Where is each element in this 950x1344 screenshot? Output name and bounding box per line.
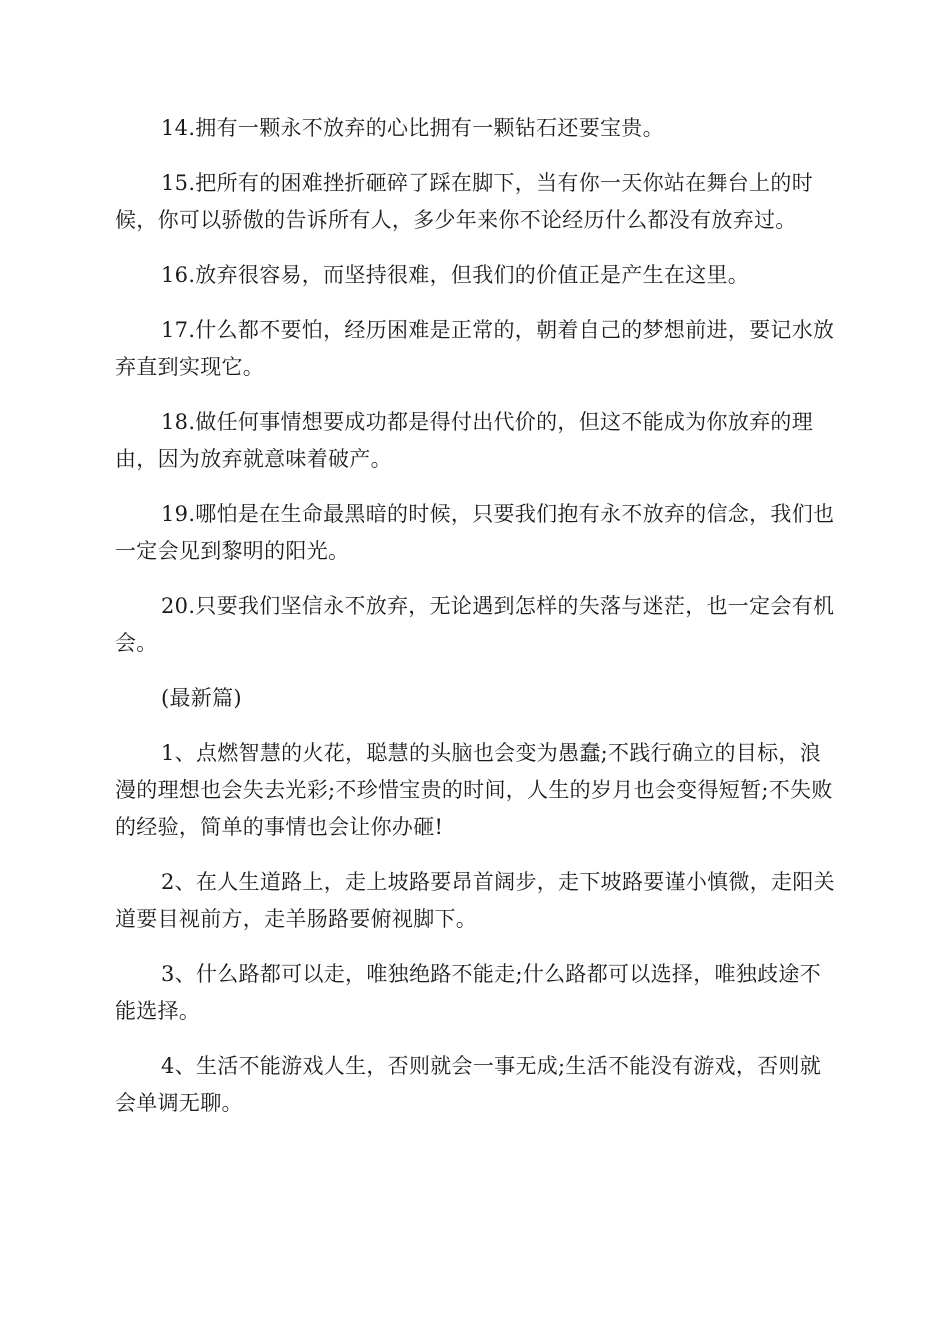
document-page xyxy=(115,110,835,1140)
section-heading: (最新篇) xyxy=(161,686,242,710)
paragraph-17: 17.什么都不要怕，经历困难是正常的，朝着自己的梦想前进，要记水放弃直到实现它。 xyxy=(115,318,835,379)
paragraph-18: 18.做任何事情想要成功都是得付出代价的，但这不能成为你放弃的理由，因为放弃就意味着破产。 xyxy=(115,410,813,471)
paragraph-16: 16.放弃很容易，而坚持很难，但我们的价值正是产生在这里。 xyxy=(161,263,750,287)
paragraph-19: 19.哪怕是在生命最黑暗的时候，只要我们抱有永不放弃的信念，我们也一定会见到黎明的阳光。 xyxy=(115,502,835,563)
paragraph-new-2: 2、在人生道路上，走上坡路要昂首阔步，走下坡路要谨小慎微，走阳关道要目视前方，走羊肠路要俯视脚下。 xyxy=(115,870,835,931)
paragraph-new-4: 4、生活不能游戏人生，否则就会一事无成;生活不能没有游戏，否则就会单调无聊。 xyxy=(115,1054,822,1115)
paragraph-15: 15.把所有的困难挫折砸碎了踩在脚下，当有你一天你站在舞台上的时候，你可以骄傲的告诉所有人，多少年来你不论经历什么都没有放弃过。 xyxy=(115,171,813,232)
paragraph-new-3: 3、什么路都可以走，唯独绝路不能走;什么路都可以选择，唯独歧途不能选择。 xyxy=(115,962,822,1023)
paragraph-20: 20.只要我们坚信永不放弃，无论遇到怎样的失落与迷茫，也一定会有机会。 xyxy=(115,594,835,655)
paragraph-new-1: 1、点燃智慧的火花，聪慧的头脑也会变为愚蠢;不践行确立的目标，浪漫的理想也会失去光彩;不珍惜宝贵的时间，人生的岁月也会变得短暂;不失败的经验，简单的事情也会让你办砸! xyxy=(115,741,833,839)
paragraph-14: 14.拥有一颗永不放弃的心比拥有一颗钻石还要宝贵。 xyxy=(161,116,664,140)
